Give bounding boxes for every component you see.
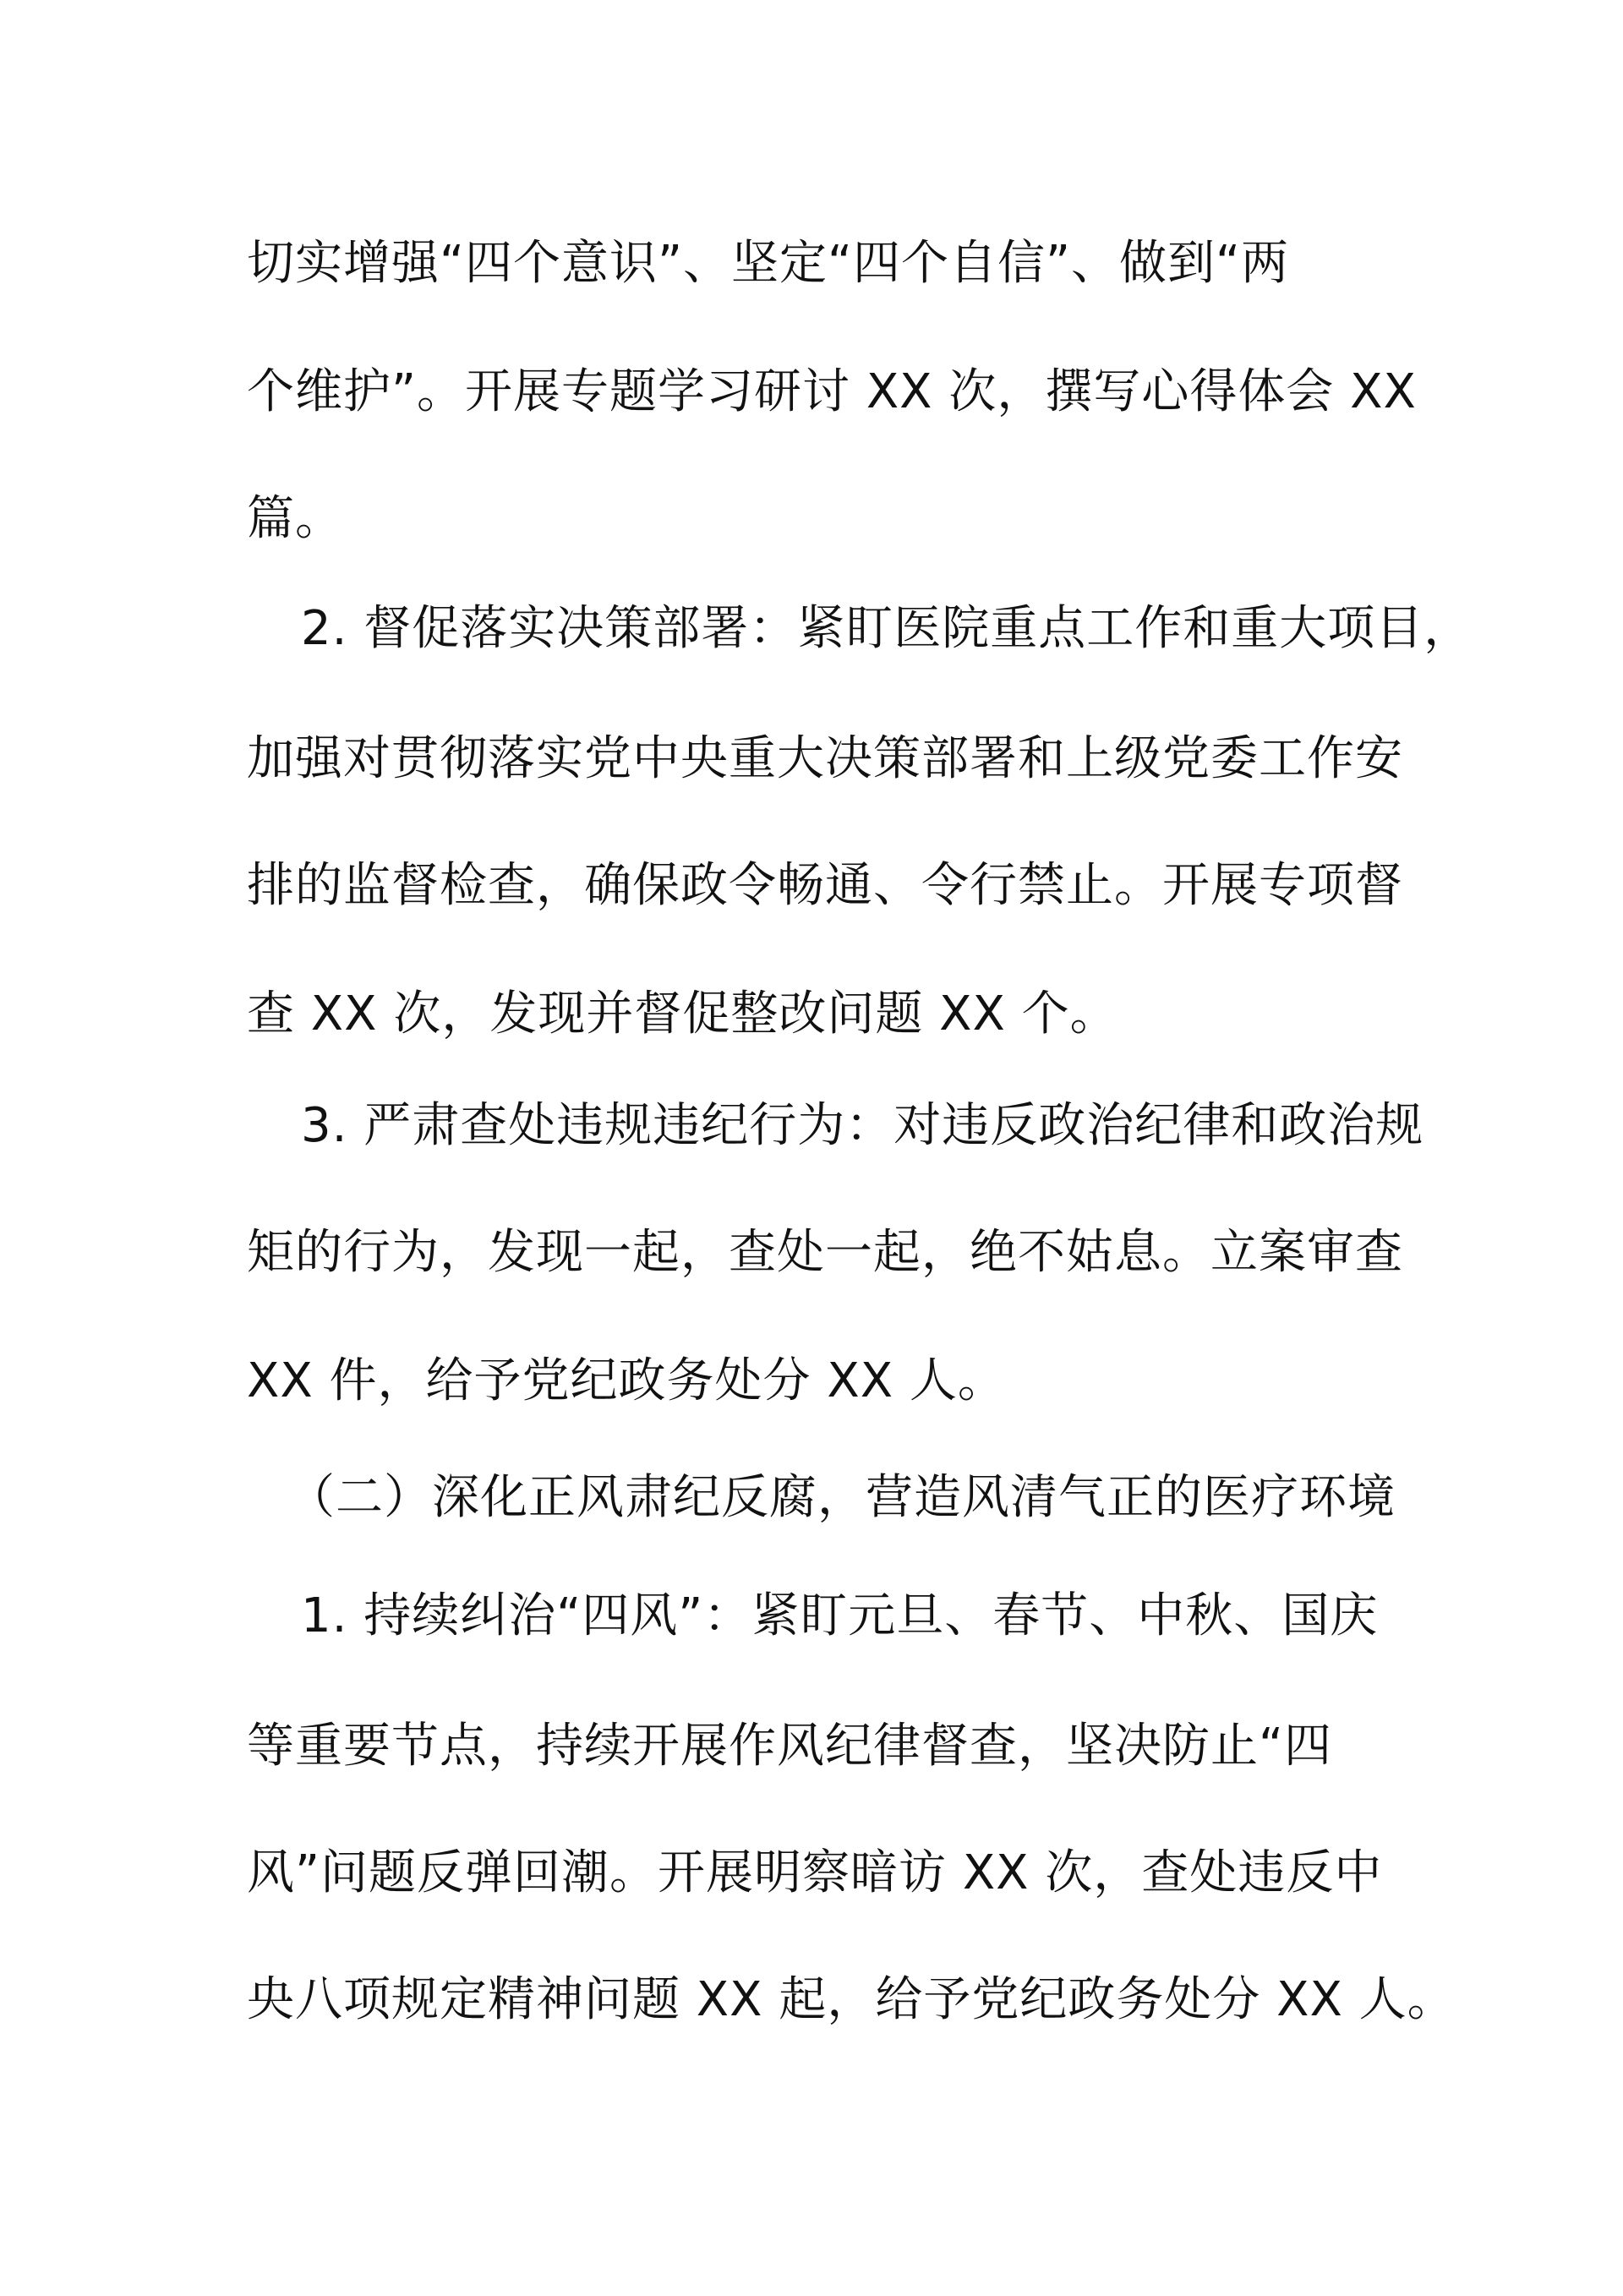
text-line: 排的监督检查，确保政令畅通、令行禁止。开展专项督 [247, 858, 1403, 913]
text-line: XX 件，给予党纪政务处分 XX 人。 [247, 1353, 1006, 1408]
text-line: 个维护”。开展专题学习研讨 XX 次，撰写心得体会 XX [247, 364, 1417, 419]
text-line: 矩的行为，发现一起，查处一起，绝不姑息。立案审查 [247, 1225, 1403, 1280]
section-heading: （二）深化正风肃纪反腐，营造风清气正的医疗环境 [287, 1470, 1396, 1525]
paragraph-3-start: 3. 严肃查处违规违纪行为：对违反政治纪律和政治规 [301, 1098, 1424, 1153]
text-line: 等重要节点，持续开展作风纪律督查，坚决防止“四 [247, 1719, 1333, 1774]
paragraph-2-start: 2. 督促落实决策部署：紧盯医院重点工作和重大项目， [301, 601, 1473, 656]
text-line: 央八项规定精神问题 XX 起，给予党纪政务处分 XX 人。 [247, 1972, 1456, 2027]
text-line: 加强对贯彻落实党中央重大决策部署和上级党委工作安 [247, 731, 1403, 786]
text-line: 查 XX 次，发现并督促整改问题 XX 个。 [247, 987, 1118, 1041]
text-line: 风”问题反弹回潮。开展明察暗访 XX 次，查处违反中 [247, 1845, 1383, 1900]
text-line: 篇。 [247, 491, 343, 546]
paragraph-1-start: 1. 持续纠治“四风”：紧盯元旦、春节、中秋、国庆 [301, 1588, 1379, 1643]
text-line: 切实增强“四个意识”、坚定“四个自信”、做到“两 [247, 236, 1290, 291]
